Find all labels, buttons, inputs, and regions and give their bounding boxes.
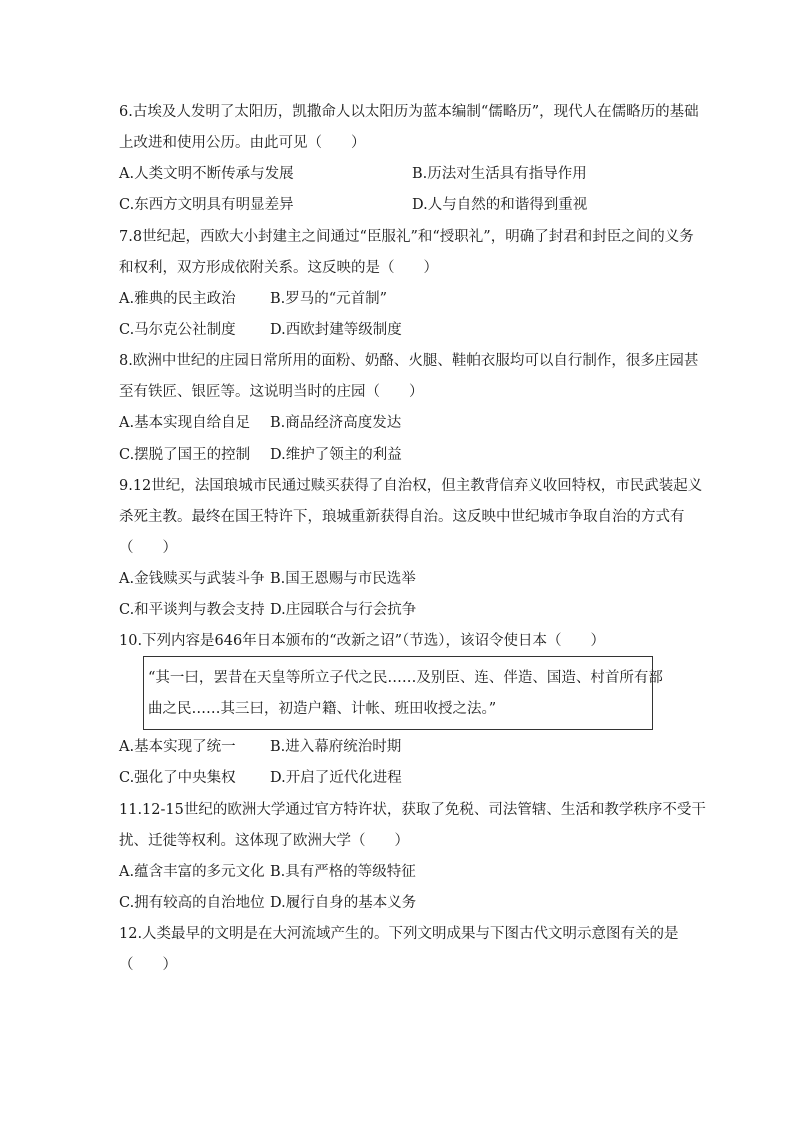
question-6-option-c: C.东西方文明具有明显差异 xyxy=(119,197,294,213)
question-8-stem-line-1: 8.欧洲中世纪的庄园日常所用的面粉、奶酪、火腿、鞋帕衣服均可以自行制作，很多庄园甚 xyxy=(119,353,699,369)
question-8-option-a: A.基本实现自给自足 xyxy=(119,415,251,431)
question-11-option-b: B.具有严格的等级特征 xyxy=(270,864,416,880)
question-9-stem-line-2: 杀死主教。最终在国王特许下，琅城重新获得自治。这反映中世纪城市争取自治的方式有 xyxy=(119,509,685,525)
question-6-stem-line-1: 6.古埃及人发明了太阳历，凯撒命人以太阳历为蓝本编制“儒略历”，现代人在儒略历的基础 xyxy=(119,104,699,120)
question-8-option-c: C.摆脱了国王的控制 xyxy=(119,447,251,463)
question-10-stem: 10.下列内容是646年日本颁布的“改新之诏”（节选），该诏令使日本（ ） xyxy=(119,633,606,649)
question-9-stem-line-1: 9.12世纪，法国琅城市民通过赎买获得了自治权，但主教背信弃义收回特权，市民武装起义 xyxy=(119,478,703,494)
question-10-option-d: D.开启了近代化进程 xyxy=(270,770,402,786)
question-8-option-d: D.维护了领主的利益 xyxy=(270,447,402,463)
question-11-stem-line-2: 扰、迁徙等权利。这体现了欧洲大学（ ） xyxy=(119,833,409,849)
question-7-option-d: D.西欧封建等级制度 xyxy=(270,322,402,338)
question-11-option-a: A.蕴含丰富的多元文化 xyxy=(119,864,265,880)
question-9-stem-line-3: （ ） xyxy=(119,540,177,556)
quote-line-1: “其一曰，罢昔在天皇等所立子代之民……及别臣、连、伴造、国造、村首所有部 xyxy=(148,670,663,686)
question-11-option-d: D.履行自身的基本义务 xyxy=(270,895,417,911)
question-9-option-a: A.金钱赎买与武装斗争 xyxy=(119,571,265,587)
quote-line-2: 曲之民……其三曰，初造户籍、计帐、班田收授之法。” xyxy=(148,701,497,717)
question-12-stem-line-1: 12.人类最早的文明是在大河流域产生的。下列文明成果与下图古代文明示意图有关的是 xyxy=(119,926,679,942)
question-10-option-c: C.强化了中央集权 xyxy=(119,770,236,786)
question-10-option-a: A.基本实现了统一 xyxy=(119,739,236,755)
question-8-stem-line-2: 至有铁匠、银匠等。这说明当时的庄园（ ） xyxy=(119,384,424,400)
question-9-option-b: B.国王恩赐与市民选举 xyxy=(270,571,416,587)
question-7-option-c: C.马尔克公社制度 xyxy=(119,322,236,338)
question-6-option-a: A.人类文明不断传承与发展 xyxy=(119,166,294,182)
question-6-option-d: D.人与自然的和谐得到重视 xyxy=(412,197,588,213)
question-10-option-b: B.进入幕府统治时期 xyxy=(270,739,402,755)
question-12-stem-line-2: （ ） xyxy=(119,957,177,973)
question-9-option-c: C.和平谈判与教会支持 xyxy=(119,602,265,618)
question-6-stem-line-2: 上改进和使用公历。由此可见（ ） xyxy=(119,135,366,151)
question-6-option-b: B.历法对生活具有指导作用 xyxy=(412,166,587,182)
question-11-stem-line-1: 11.12-15世纪的欧洲大学通过官方特许状，获取了免税、司法管辖、生活和教学秩序不受干 xyxy=(119,802,706,818)
question-9-option-d: D.庄园联合与行会抗争 xyxy=(270,602,417,618)
question-8-option-b: B.商品经济高度发达 xyxy=(270,415,402,431)
question-7-stem-line-1: 7.8世纪起，西欧大小封建主之间通过“臣服礼”和“授职礼”，明确了封君和封臣之间的义务 xyxy=(119,229,694,245)
question-7-stem-line-2: 和权利，双方形成依附关系。这反映的是（ ） xyxy=(119,260,438,276)
question-11-option-c: C.拥有较高的自治地位 xyxy=(119,895,265,911)
question-7-option-a: A.雅典的民主政治 xyxy=(119,291,236,307)
question-7-option-b: B.罗马的“元首制” xyxy=(270,291,388,307)
